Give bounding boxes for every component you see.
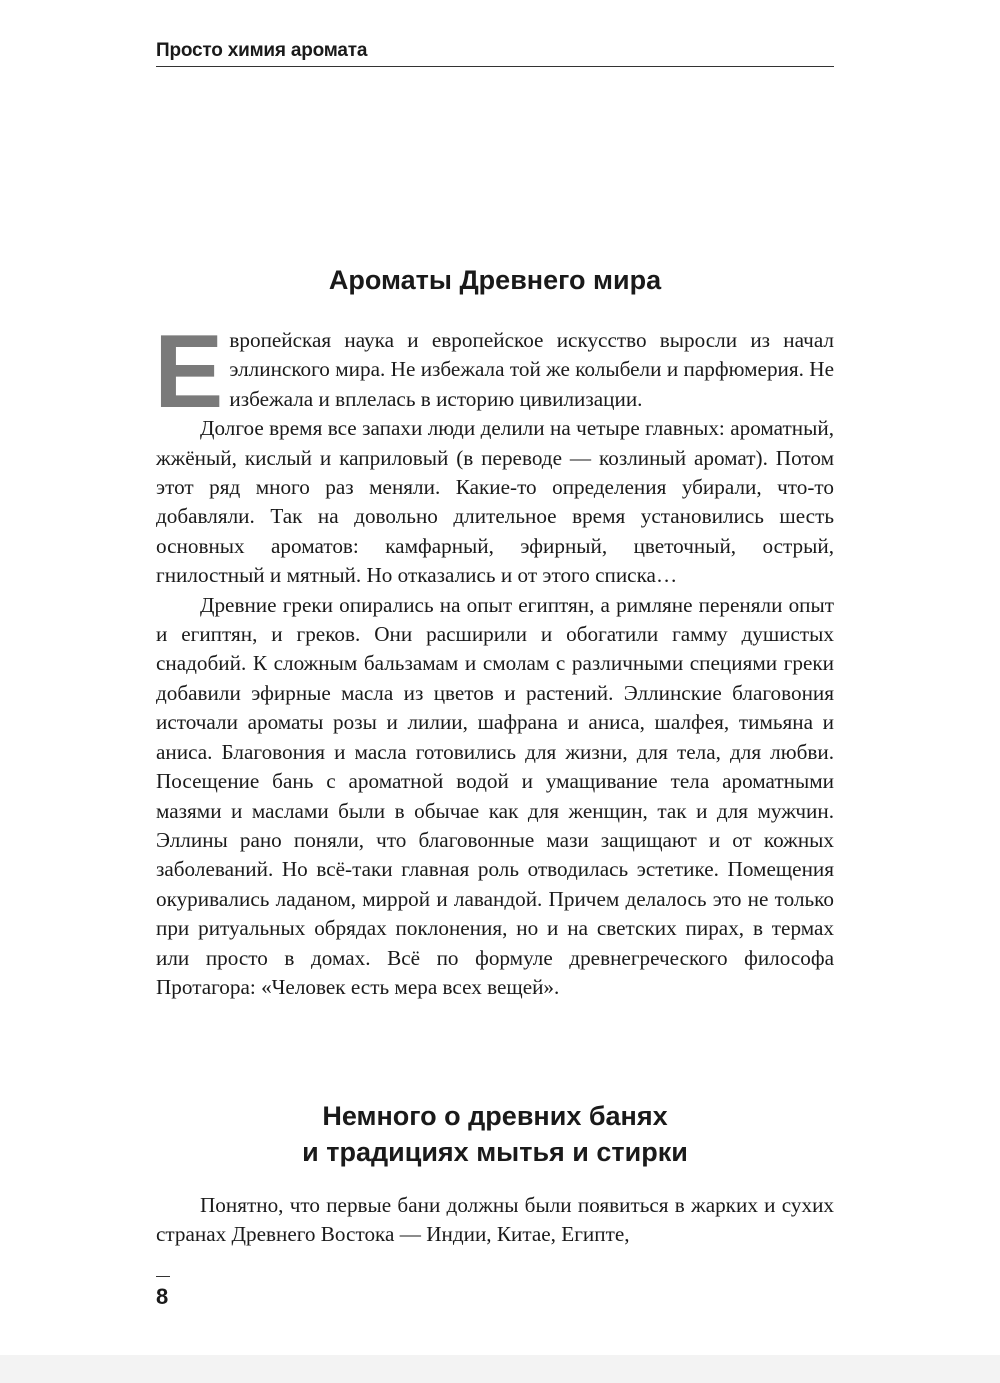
title-line: Немного о древних банях — [322, 1101, 668, 1131]
paragraph: Понятно, что первые бани должны были появиться в жарких и сухих странах Древнего Востока — Индии, Китае, Египте, — [156, 1193, 834, 1247]
paragraph-text: вропейская наука и европейское искусство выросли из начал эллинского мира. Не избежала той же колыбели и парфюмерия. Не избежала и вплелась в историю цивилизации. — [229, 328, 834, 411]
section-body-ancient-baths — [156, 1191, 834, 1250]
section-body-ancient-aromas — [154, 314, 834, 1002]
page-number: 8 — [156, 1284, 169, 1309]
paragraph — [154, 314, 834, 430]
paragraph: Древние греки опирались на опыт египтян, а римляне переняли опыт и египтян, и греков. Они расширили и обогатили гамму душистых снадобий. К сложным бальзамам и смолам с различными специями греки добавили эфирные масла из цветов и растений. Эллинские благовония источали ароматы розы и лилии, шафрана и аниса, шалфея, тимьяна и аниса. Благовония и масла готовились для жизни, для тела, для любви. Посещение бань с ароматной водой и умащивание тела ароматными мазями и маслами были в обычае как для женщин, так и для мужчин. Эллины рано поняли, что благовонные мази защищают и от кожных заболеваний. Но всё-таки главная роль отводилась эстетике. Помещения окуривались ладаном, миррой и лавандой. Причем делалось это не только при ритуальных обрядах поклонения, но и на светских пирах, в термах или просто в домах. Всё по формуле древнегреческого философа Протагора: «Человек есть мера всех вещей». — [156, 592, 834, 999]
title-line: и традициях мытья и стирки — [302, 1137, 688, 1167]
running-head: Просто химия аромата — [156, 40, 368, 61]
bottom-margin-band — [0, 1355, 1000, 1383]
folio-rule — [156, 1276, 170, 1277]
drop-cap: Е — [154, 314, 224, 430]
section-title-ancient-aromas: Ароматы Древнего мира — [328, 265, 662, 295]
paragraph: Долгое время все запахи люди делили на четыре главных: ароматный, жжёный, кислый и каприловый (в переводе — козлиный аромат). Потом этот ряд много раз меняли. Какие-то определения убирали, что-то добавляли. Так на довольно длительное время установились шесть основных ароматов: камфарный, эфирный, цветочный, острый, гнилостный и мятный. Но отказались и от этого списка… — [156, 416, 834, 588]
header-rule — [156, 66, 834, 67]
section-title-ancient-baths — [156, 1098, 834, 1170]
